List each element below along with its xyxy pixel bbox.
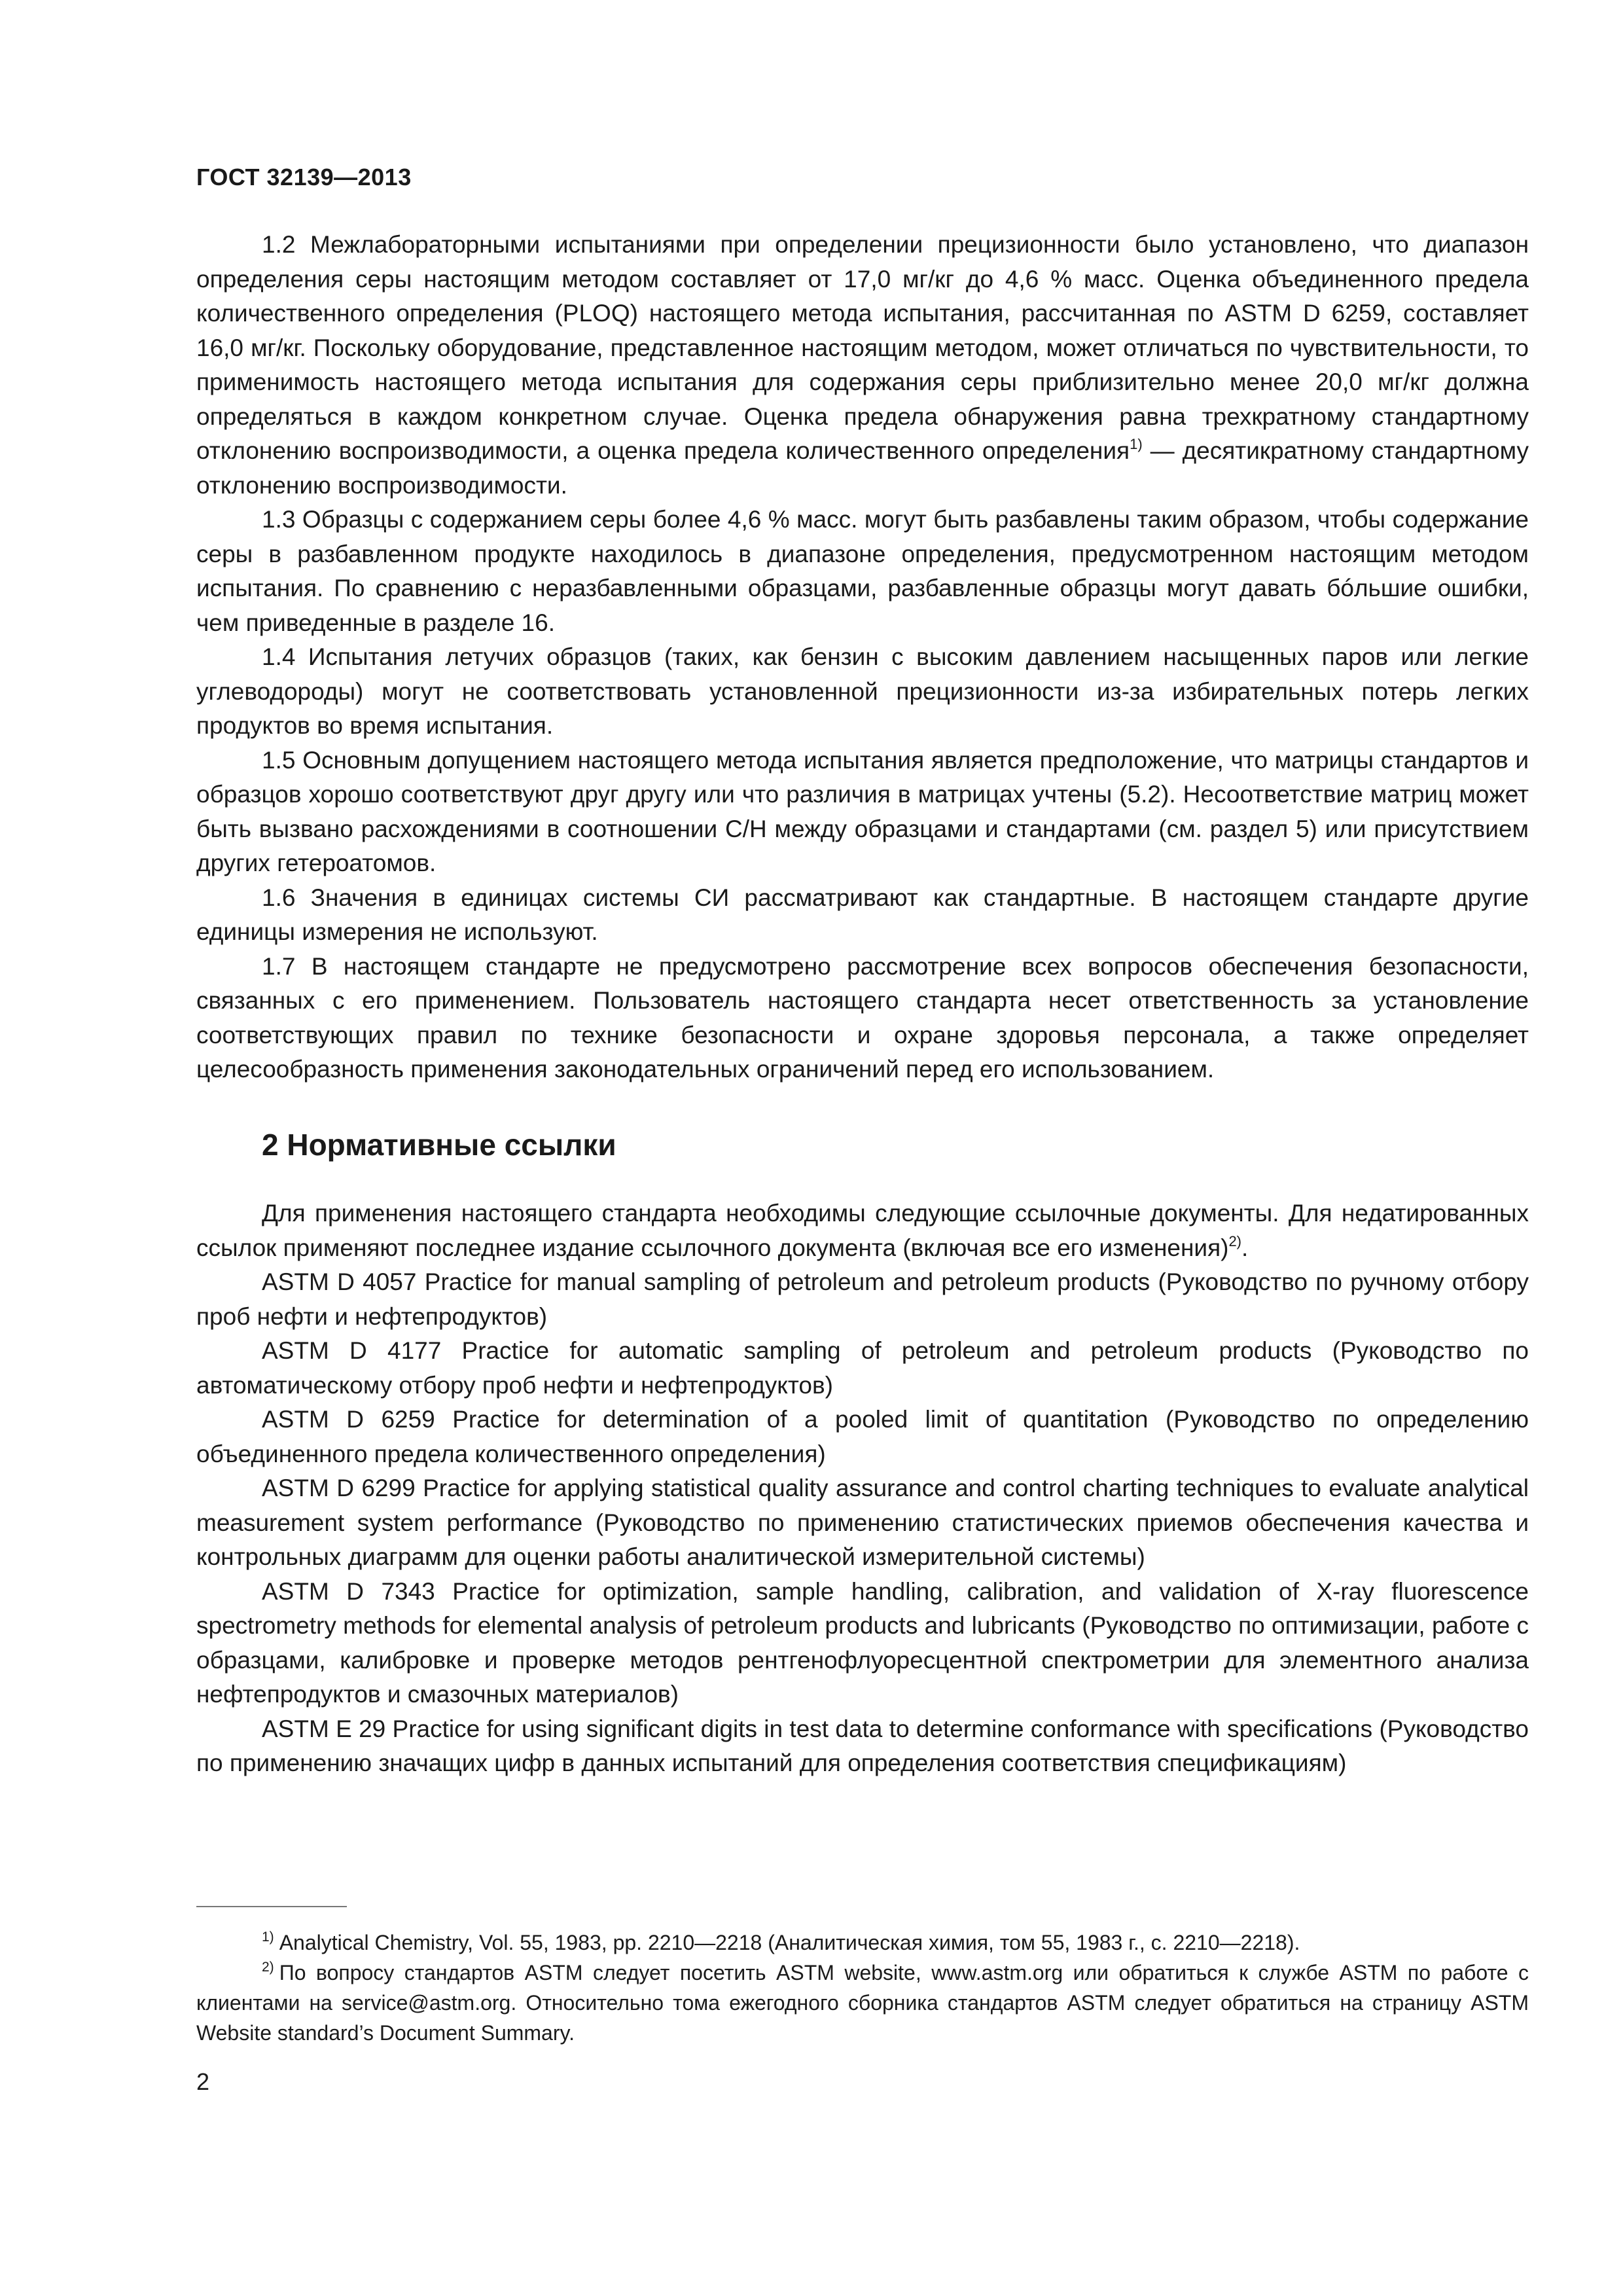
paragraph xyxy=(196,640,1529,744)
paragraph xyxy=(196,1334,1529,1403)
paragraph-text: 1.5 Основным допущением настоящего метода испытания является предположение, что матрицы стандартов и образцов хорошо соответствуют друг другу или что различия в матрицах учтены (5.2). Несоответствие матриц может быть вызвано расхождениями в соотношении С/Н между образцами и стандартами (см. раздел 5) или присутствием других гетероатомов. xyxy=(196,746,1529,876)
footnote xyxy=(196,1958,1529,2048)
paragraph xyxy=(196,1265,1529,1334)
paragraph xyxy=(196,228,1529,503)
paragraph xyxy=(196,1403,1529,1471)
paragraph-text: — десятикратному стандартному отклонению воспроизводимости. xyxy=(196,437,1529,499)
document-number: ГОСТ 32139—2013 xyxy=(196,164,412,190)
section-2-heading: 2 Нормативные ссылки xyxy=(262,1128,616,1162)
paragraph-text: ASTM D 4057 Practice for manual sampling of petroleum and petroleum products (Руководство по ручному отбору проб нефти и нефтепродуктов) xyxy=(196,1268,1529,1330)
footnote-text: По вопросу стандартов ASTM следует посетить ASTM website, www.astm.org или обратиться к службе ASTM по работе с клиентами на service@astm.org. Относительно тома ежегодного сборника стандартов ASTM следует обратиться на страницу ASTM Website standard’s Document Summary. xyxy=(196,1961,1529,2045)
paragraph-text: 1.2 Межлабораторными испытаниями при определении прецизионности было установлено, что диапазон определения серы настоящим методом составляет от 17,0 мг/кг до 4,6 % масс. Оценка объединенного предела количественного определения (PLOQ) настоящего метода испытания, рассчитанная по ASTM D 6259, составляет 16,0 мг/кг. Поскольку оборудование, представленное настоящим методом, может отличаться по чувствительности, то применимость настоящего метода испытания для содержания серы приблизительно менее 20,0 мг/кг должна определяться в каждом конкретном случае. Оценка предела обнаружения равна трехкратному стандартному отклонению воспроизводимости, а оценка предела количественного определения xyxy=(196,231,1529,464)
paragraph-text: ASTM D 7343 Practice for optimization, sample handling, calibration, and validation of X-ray fluorescence spectrometry methods for elemental analysis of petroleum products and lubricants (Руководство по оптимизации, работе с образцами, калибровке и проверке методов рентгенофлуоресцентной спектрометрии для элементного анализа нефтепродуктов и смазочных материалов) xyxy=(196,1577,1529,1708)
paragraph-text: ASTM D 6259 Practice for determination of a pooled limit of quantitation (Руководство по определению объединенного предела количественного определения) xyxy=(196,1406,1529,1467)
paragraph-text: ASTM D 4177 Practice for automatic sampling of petroleum and petroleum products (Руководство по автоматическому отбору проб нефти и нефтепродуктов) xyxy=(196,1337,1529,1399)
paragraph xyxy=(196,1471,1529,1575)
paragraph-text: . xyxy=(1241,1234,1249,1261)
paragraph xyxy=(196,1196,1529,1265)
paragraph-text: 1.4 Испытания летучих образцов (таких, как бензин с высоким давлением насыщенных паров или легкие углеводороды) могут не соответствовать установленной прецизионности из-за избирательных потерь легких продуктов во время испытания. xyxy=(196,643,1529,739)
footnote-ref: 1) xyxy=(1130,436,1143,452)
paragraph xyxy=(196,744,1529,881)
footnote-text: Analytical Chemistry, Vol. 55, 1983, pp. 2210—2218 (Аналитическая химия, том 55, 1983 г., с. 2210—2218). xyxy=(279,1931,1300,1954)
paragraph xyxy=(196,881,1529,950)
footnote-divider xyxy=(196,1906,347,1907)
paragraph xyxy=(196,1575,1529,1712)
paragraph-text: 1.3 Образцы с содержанием серы более 4,6 % масс. могут быть разбавлены таким образом, чтобы содержание серы в разбавленном продукте находилось в диапазоне определения, предусмотренном настоящим методом испытания. По сравнению с неразбавленными образцами, разбавленные образцы могут давать бóльшие ошибки, чем приведенные в разделе 16. xyxy=(196,506,1529,636)
paragraph xyxy=(196,503,1529,640)
footnotes xyxy=(196,1928,1529,2048)
footnote xyxy=(196,1928,1529,1958)
paragraph-text: 1.7 В настоящем стандарте не предусмотрено рассмотрение всех вопросов обеспечения безопасности, связанных с его применением. Пользователь настоящего стандарта несет ответственность за установление соответствующих правил по технике безопасности и охране здоровья персонала, а также определяет целесообразность применения законодательных ограничений перед его использованием. xyxy=(196,952,1529,1083)
paragraph xyxy=(196,950,1529,1087)
section-1-body xyxy=(196,228,1529,1087)
paragraph xyxy=(196,1712,1529,1781)
paragraph-text: 1.6 Значения в единицах системы СИ рассматривают как стандартные. В настоящем стандарте другие единицы измерения не используют. xyxy=(196,884,1529,945)
section-2-body xyxy=(196,1196,1529,1781)
footnote-ref: 2) xyxy=(1228,1232,1241,1249)
page-number: 2 xyxy=(196,2068,210,2095)
paragraph-text: ASTM E 29 Practice for using significant digits in test data to determine conformance with specifications (Руководство по применению значащих цифр в данных испытаний для определения соответствия спецификациям) xyxy=(196,1715,1529,1776)
footnote-mark: 1) xyxy=(262,1929,274,1945)
paragraph-text: Для применения настоящего стандарта необходимы следующие ссылочные документы. Для недатированных ссылок применяют последнее издание ссылочного документа (включая все его изменения) xyxy=(196,1200,1529,1261)
footnote-mark: 2) xyxy=(262,1960,274,1975)
paragraph-text: ASTM D 6299 Practice for applying statistical quality assurance and control charting techniques to evaluate analytical measurement system performance (Руководство по применению статистических приемов обеспечения качества и контрольных диаграмм для оценки работы аналитической измерительной системы) xyxy=(196,1475,1529,1570)
